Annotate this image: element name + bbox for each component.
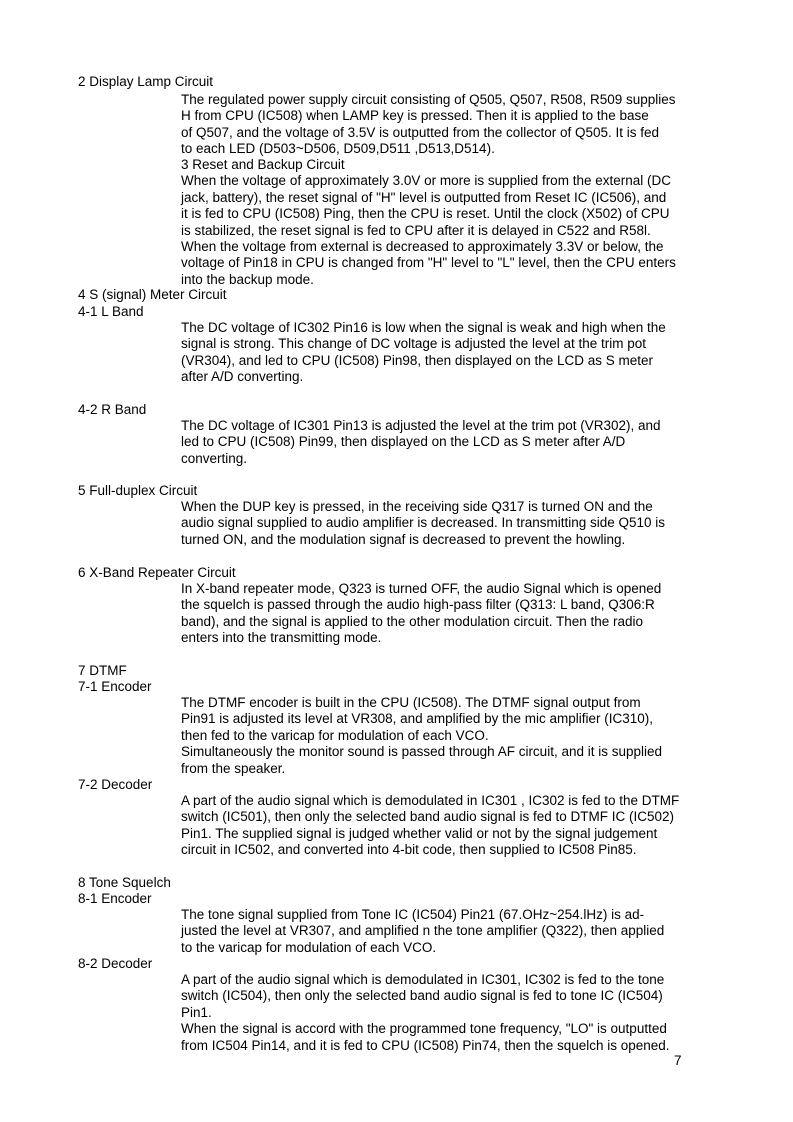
section-8-1-paragraph (181, 907, 741, 956)
text-line: switch (IC504), then only the selected band audio signal is fed to tone IC (IC504) (181, 988, 663, 1004)
section-2-paragraph (181, 92, 741, 158)
section-8-1-heading: 8-1 Encoder (78, 891, 152, 906)
section-8-heading: 8 Tone Squelch (78, 875, 171, 890)
text-line: then fed to the varicap for modulation of each VCO. (181, 727, 489, 743)
text-line: turned ON, and the modulation signaf is decreased to prevent the howling. (181, 531, 626, 547)
page-number: 7 (674, 1053, 682, 1068)
text-line: The DTMF encoder is built in the CPU (IC508). The DTMF signal output from (181, 695, 641, 710)
section-4-2-heading: 4-2 R Band (78, 402, 147, 417)
text-line: the squelch is passed through the audio high-pass filter (Q313: L band, Q306:R (181, 597, 655, 613)
section-7-1-paragraph (181, 695, 741, 777)
text-line: from the speaker. (181, 760, 286, 776)
section-7-1-heading: 7-1 Encoder (78, 679, 152, 694)
text-line: converting. (181, 450, 248, 466)
text-line: after A/D converting. (181, 369, 304, 385)
text-line: led to CPU (IC508) Pin99, then displayed on the LCD as S meter after A/D (181, 434, 626, 450)
section-2-heading: 2 Display Lamp Circuit (78, 74, 214, 89)
text-line: The tone signal supplied from Tone IC (IC504) Pin21 (67.OHz~254.lHz) is ad- (181, 907, 645, 922)
text-line: justed the level at VR307, and amplified n the tone amplifier (Q322), then applied (181, 923, 665, 939)
section-5-paragraph (181, 499, 741, 548)
text-line: The regulated power supply circuit consisting of Q505, Q507, R508, R509 supplies (181, 92, 676, 107)
text-line: audio signal supplied to audio amplifier is decreased. In transmitting side Q510 is (181, 515, 666, 531)
text-line: H from CPU (IC508) when LAMP key is pressed. Then it is applied to the base (181, 108, 649, 124)
section-3-block (181, 157, 741, 288)
text-line: Pin91 is adjusted its level at VR308, and amplified by the mic amplifier (IC310), (181, 711, 653, 727)
text-line: Pin1. The supplied signal is judged whether valid or not by the signal judgement (181, 825, 658, 841)
section-5-heading: 5 Full-duplex Circuit (78, 483, 198, 498)
section-3-heading: 3 Reset and Backup Circuit (181, 157, 345, 172)
section-8-2-heading: 8-2 Decoder (78, 956, 153, 971)
section-4-1-heading: 4-1 L Band (78, 304, 144, 319)
text-line: enters into the transmitting mode. (181, 630, 382, 646)
text-line: is stabilized, the reset signal is fed to CPU after it is delayed in C522 and R58l. (181, 222, 651, 238)
text-line: band), and the signal is applied to the other modulation circuit. Then the radio (181, 613, 644, 629)
text-line: When the voltage of approximately 3.0V or more is supplied from the external (DC (181, 173, 671, 189)
text-line: jack, battery), the reset signal of "H" level is outputted from Reset IC (IC506), and (181, 189, 667, 205)
text-line: The DC voltage of IC301 Pin13 is adjusted the level at the trim pot (VR302), and (181, 418, 661, 433)
text-line: Pin1. (181, 1004, 212, 1020)
text-line: When the signal is accord with the programmed tone frequency, "LO" is outputted (181, 1021, 667, 1037)
text-line: (VR304), and led to CPU (IC508) Pin98, then displayed on the LCD as S meter (181, 352, 653, 368)
section-6-paragraph (181, 581, 741, 647)
section-8-2-paragraph (181, 972, 741, 1054)
text-line: switch (IC501), then only the selected band audio signal is fed to DTMF IC (IC502) (181, 809, 674, 825)
text-line: The DC voltage of IC302 Pin16 is low when the signal is weak and high when the (181, 320, 666, 335)
section-4-1-paragraph (181, 320, 741, 386)
section-7-heading: 7 DTMF (78, 663, 127, 678)
text-line: of Q507, and the voltage of 3.5V is outputted from the collector of Q505. It is fed (181, 124, 660, 140)
text-line: Simultaneously the monitor sound is passed through AF circuit, and it is supplied (181, 744, 663, 760)
section-7-2-heading: 7-2 Decoder (78, 777, 153, 792)
text-line: to each LED (D503~D506, D509,D511 ,D513,D514). (181, 141, 495, 157)
text-line: When the DUP key is pressed, in the receiving side Q317 is turned ON and the (181, 499, 653, 514)
text-line: into the backup mode. (181, 271, 314, 287)
section-4-2-paragraph (181, 418, 741, 467)
text-line: to the varicap for modulation of each VCO. (181, 939, 437, 955)
section-7-2-paragraph (181, 793, 741, 859)
text-line: it is fed to CPU (IC508) Ping, then the CPU is reset. Until the clock (X502) of CPU (181, 206, 670, 222)
text-line: When the voltage from external is decreased to approximately 3.3V or below, the (181, 239, 664, 255)
text-line: voltage of Pin18 in CPU is changed from "H" level to "L" level, then the CPU enters (181, 255, 676, 271)
text-line: signal is strong. This change of DC voltage is adjusted the level at the trim pot (181, 336, 646, 352)
text-line: A part of the audio signal which is demodulated in IC301 , IC302 is fed to the DTMF (181, 793, 680, 808)
text-line: A part of the audio signal which is demodulated in IC301, IC302 is fed to the tone (181, 972, 665, 987)
text-line: circuit in IC502, and converted into 4-bit code, then supplied to IC508 Pin85. (181, 842, 637, 858)
text-line: In X-band repeater mode, Q323 is turned OFF, the audio Signal which is opened (181, 581, 662, 596)
section-6-heading: 6 X-Band Repeater Circuit (78, 565, 236, 580)
section-4-heading: 4 S (signal) Meter Circuit (78, 287, 227, 302)
text-line: from IC504 Pin14, and it is fed to CPU (IC508) Pin74, then the squelch is opened. (181, 1037, 670, 1053)
